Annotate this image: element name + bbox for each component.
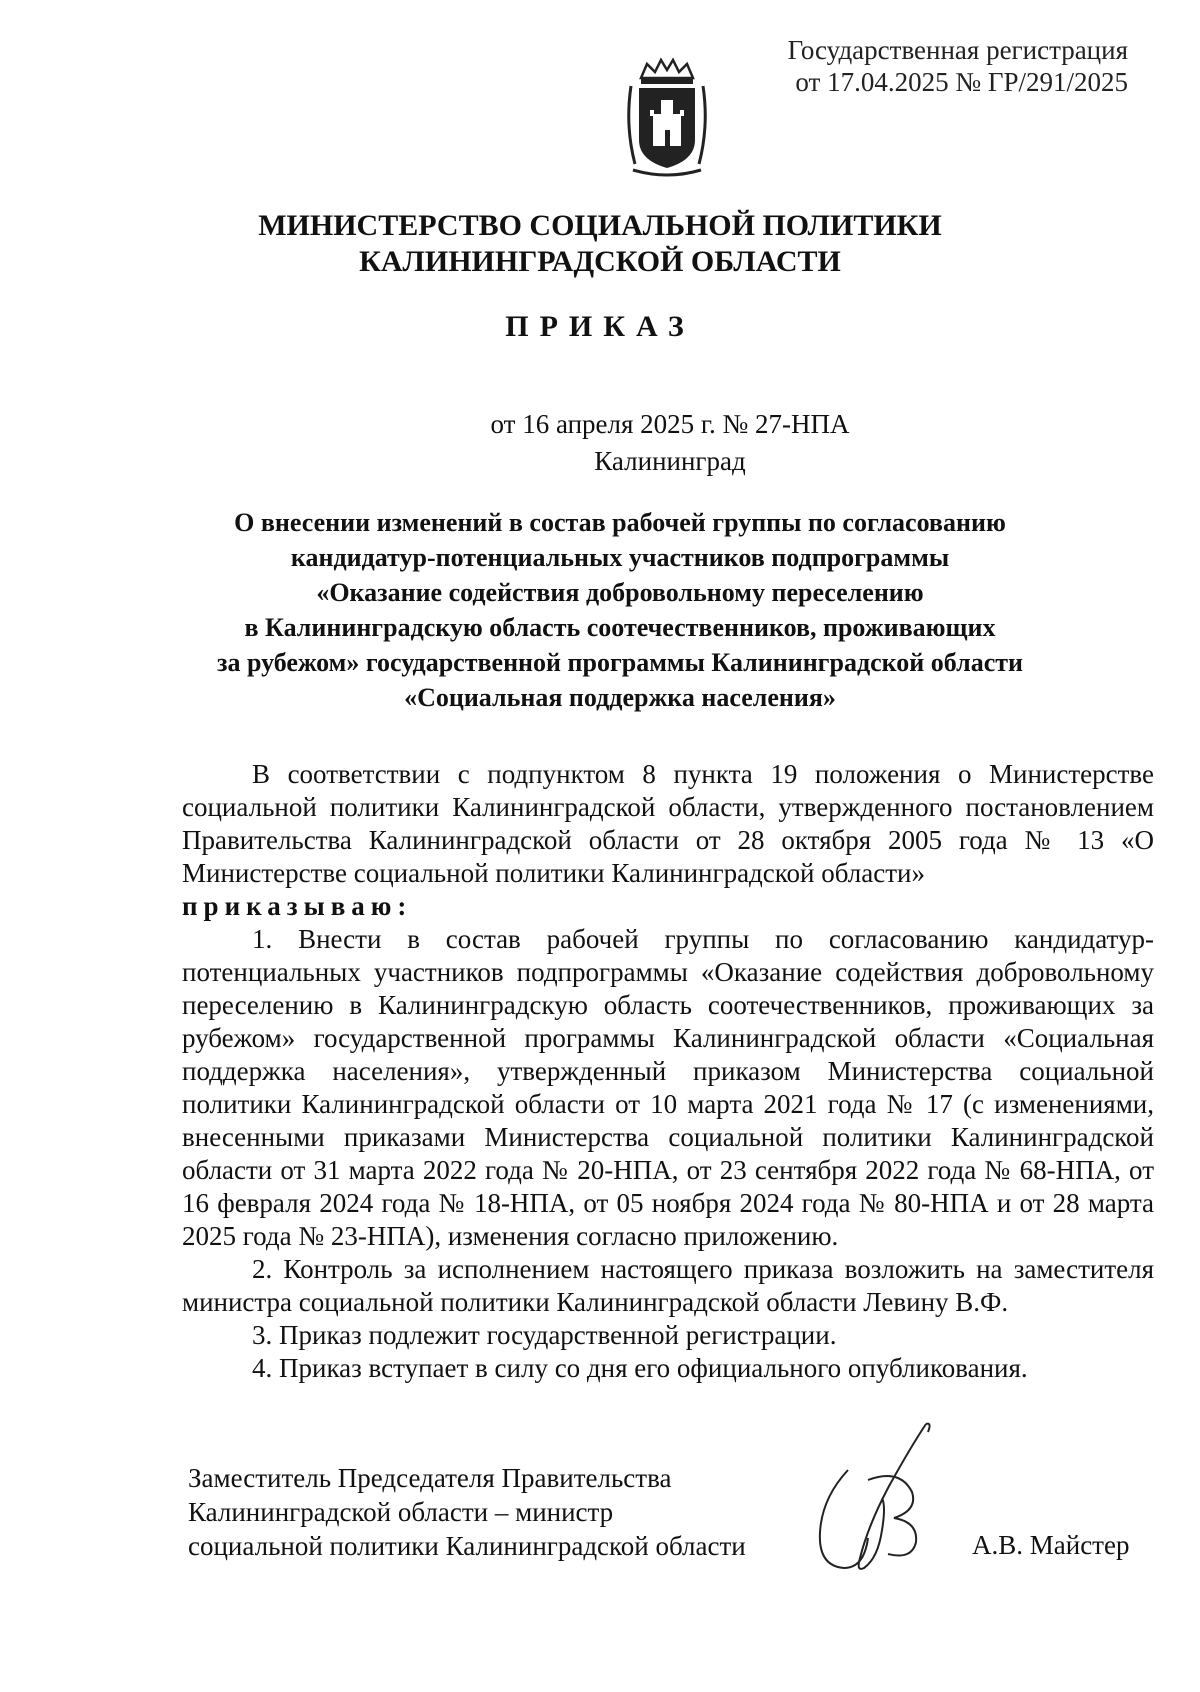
title-line: кандидатур-потенциальных участников подпрограммы	[290, 543, 950, 572]
signatory-position-line-1: Заместитель Председателя Правительства	[188, 1463, 672, 1493]
order-city: Калининград	[594, 446, 746, 476]
title-line: «Оказание содействия добровольному переселению	[316, 578, 924, 607]
order-item-4: 4. Приказ вступает в силу со дня его официального опубликования.	[252, 1353, 1028, 1383]
order-date-number: от 16 апреля 2025 г. № 27-НПА	[490, 409, 850, 439]
order-body	[182, 758, 1154, 1385]
handwritten-signature	[808, 1418, 948, 1578]
order-title	[180, 505, 1060, 715]
order-word-paragraph	[182, 890, 1154, 923]
order-word: приказываю:	[182, 891, 413, 921]
organization-name	[0, 208, 1200, 280]
preamble-paragraph: В соответствии с подпунктом 8 пункта 19 положения о Министерстве социальной политики Калининградской области, утвержденного постановлением Правительства Калининградской области от 28 октября 2005 года № 13 «О Министерстве социальной политики Калининградской области»	[182, 759, 1154, 888]
registration-line-2: от 17.04.2025 № ГР/291/2025	[795, 67, 1128, 97]
order-item-1: 1. Внести в состав рабочей группы по согласованию кандидатур-потенциальных участников подпрограммы «Оказание содействия добровольному переселению в Калининградскую область соотечественников, проживающих за рубежом» государственной программы Калининградской области «Социальная поддержка населения», утвержденный приказом Министерства социальной политики Калининградской области от 10 марта 2021 года № 17 (с изменениями, внесенными приказами Министерства социальной политики Калининградской области от 31 марта 2022 года № 20-НПА, от 23 сентября 2022 года № 68-НПА, от 16 февраля 2024 года № 18-НПА, от 05 ноября 2024 года № 80-НПА и от 28 марта 2025 года № 23-НПА), изменения согласно приложению.	[182, 924, 1154, 1251]
registration-stamp	[788, 34, 1128, 98]
registration-line-1: Государственная регистрация	[787, 35, 1128, 65]
title-line: в Калининградскую область соотечественников, проживающих	[244, 613, 996, 642]
order-item-2: 2. Контроль за исполнением настоящего приказа возложить на заместителя министра социальной политики Калининградской области Левину В.Ф.	[182, 1254, 1154, 1317]
signatory-position-line-2: Калининградской области – министр	[188, 1497, 614, 1527]
order-meta	[350, 406, 990, 480]
document-type: ПРИКАЗ	[505, 310, 695, 343]
signatory-name: А.В. Майстер	[972, 1530, 1130, 1560]
title-line: О внесении изменений в состав рабочей группы по согласованию	[234, 508, 1006, 537]
title-line: за рубежом» государственной программы Калининградской области	[217, 648, 1023, 677]
order-item-3: 3. Приказ подлежит государственной регистрации.	[252, 1320, 837, 1350]
signatory-position	[188, 1461, 746, 1563]
signatory-position-line-3: социальной политики Калининградской области	[188, 1531, 746, 1561]
organization-line-1: МИНИСТЕРСТВО СОЦИАЛЬНОЙ ПОЛИТИКИ	[258, 209, 942, 242]
coat-of-arms-emblem-icon	[621, 56, 713, 180]
title-line: «Социальная поддержка населения»	[404, 683, 836, 712]
organization-line-2: КАЛИНИНГРАДСКОЙ ОБЛАСТИ	[359, 245, 841, 278]
